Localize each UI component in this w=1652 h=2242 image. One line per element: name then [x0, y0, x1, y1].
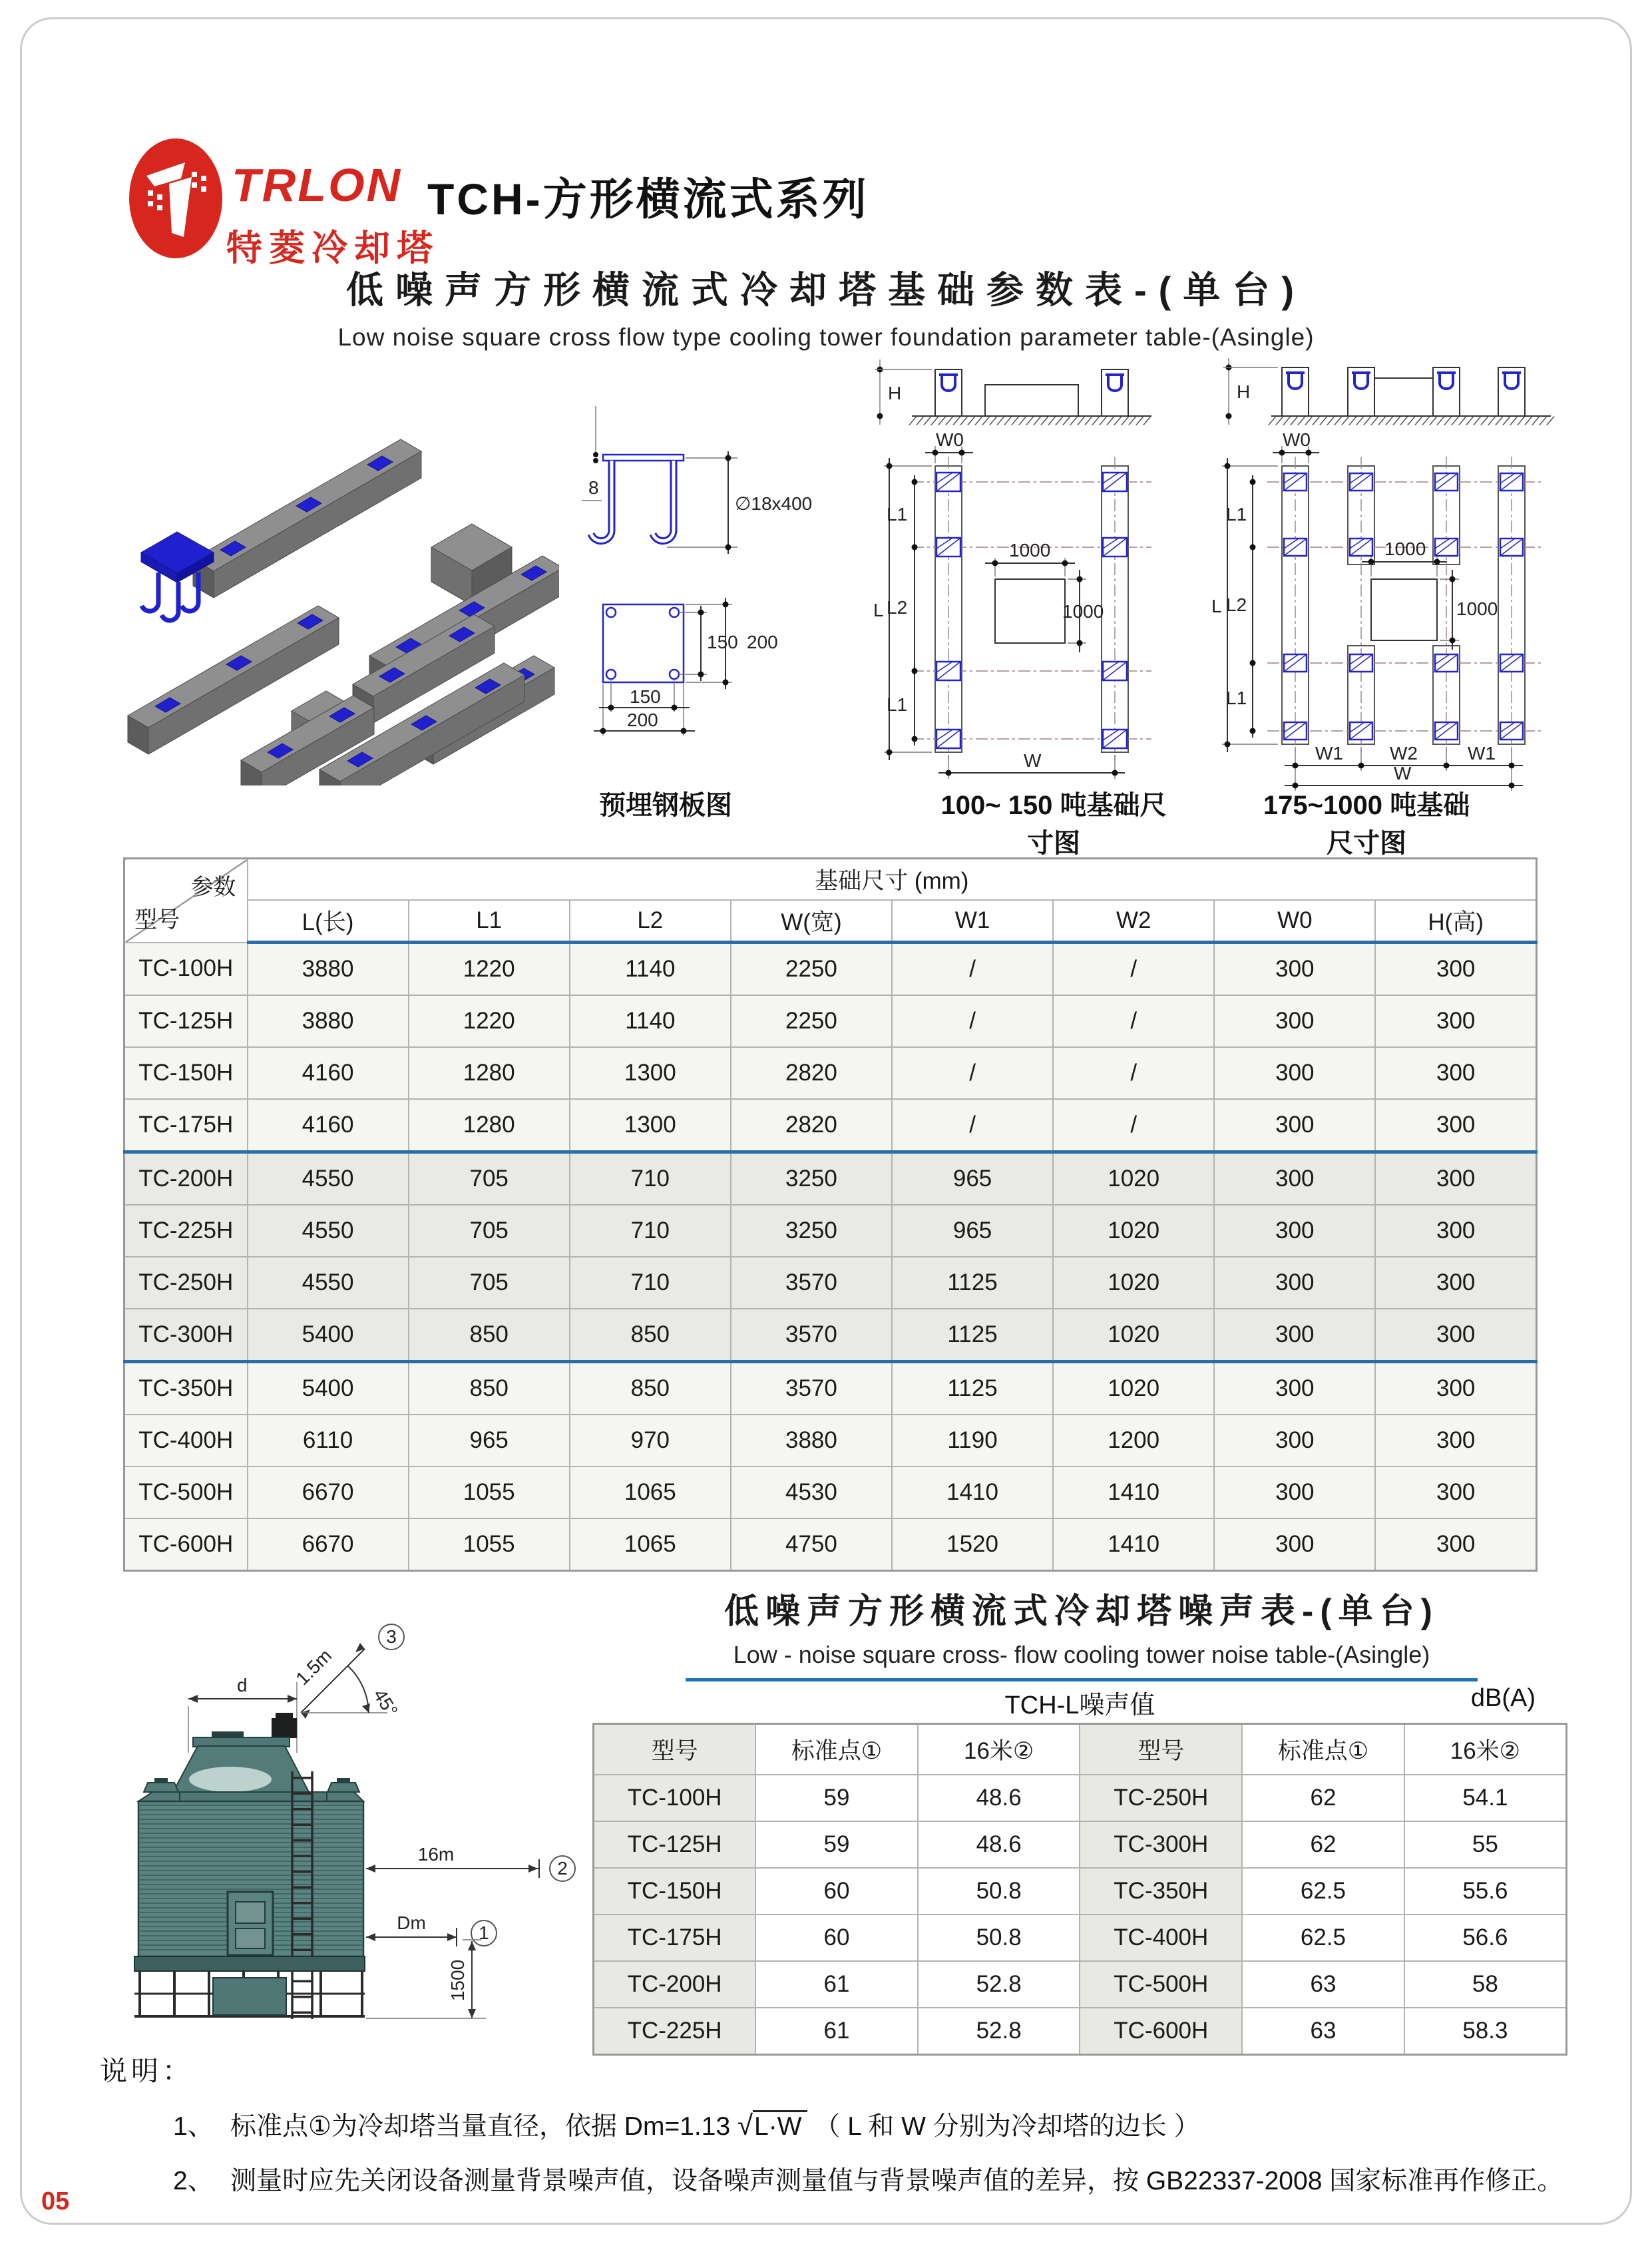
sqrt-radicand: L·W [753, 2110, 807, 2141]
value-cell: 63 [1242, 1961, 1404, 2008]
value-cell: 300 [1214, 995, 1375, 1047]
value-cell: 1065 [570, 1466, 731, 1518]
col-header: L(长) [248, 900, 409, 943]
cooling-tower-drawing [100, 1594, 586, 2054]
col-header: W2 [1053, 900, 1214, 943]
value-cell: 850 [409, 1309, 570, 1362]
pad-width-label: 1000 [1384, 539, 1426, 559]
value-cell: 1300 [570, 1099, 731, 1152]
noise-value-label: TCH-L噪声值 [1004, 1691, 1155, 1719]
value-cell: 60 [755, 1868, 918, 1914]
model-cell: TC-175H [124, 1099, 248, 1152]
col-header: L1 [409, 900, 570, 943]
foundation-row [124, 943, 1537, 996]
value-cell: 1055 [409, 1466, 570, 1518]
noise-section-title [592, 1583, 1571, 1682]
value-cell: 1125 [892, 1362, 1053, 1415]
value-cell: 710 [570, 1257, 731, 1309]
plate-size-h-label: 200 [627, 710, 658, 730]
value-cell: 300 [1375, 1466, 1536, 1518]
value-cell: 1190 [892, 1415, 1053, 1466]
pad-height-label: 1000 [1062, 601, 1104, 622]
value-cell: 300 [1375, 1362, 1536, 1415]
value-cell: 705 [409, 1152, 570, 1206]
noise-header-row [594, 1724, 1567, 1775]
series-title: TCH-方形横流式系列 [427, 174, 869, 224]
value-cell: 1410 [892, 1466, 1053, 1518]
foundation-row [124, 1047, 1537, 1099]
note-number: 1、 [173, 2112, 214, 2141]
value-cell: 300 [1214, 1099, 1375, 1152]
value-cell: 48.6 [918, 1775, 1080, 1821]
value-cell: 300 [1214, 943, 1375, 996]
model-cell: TC-500H [1080, 1961, 1242, 2008]
foundation-plan-small [845, 353, 1191, 795]
value-cell: 4160 [248, 1099, 409, 1152]
dim-h-label: H [888, 383, 902, 403]
value-cell: / [892, 1047, 1053, 1099]
value-cell: 60 [755, 1914, 918, 1961]
model-cell: TC-250H [1080, 1775, 1242, 1821]
value-cell: 965 [892, 1205, 1053, 1257]
point-3-balloon: 3 [386, 1626, 397, 1647]
model-cell: TC-200H [594, 1961, 756, 2008]
value-cell: 62 [1242, 1775, 1404, 1821]
sqrt-formula: √L·W [737, 2112, 807, 2141]
value-cell: 52.8 [918, 2008, 1080, 2055]
dim-w0-label: W0 [1283, 429, 1311, 450]
value-cell: 1065 [570, 1518, 731, 1571]
value-cell: / [1053, 995, 1214, 1047]
value-cell: 6670 [248, 1466, 409, 1518]
value-cell: 1200 [1053, 1415, 1214, 1466]
value-cell: 3880 [248, 995, 409, 1047]
col-header-std: 标准点① [1242, 1724, 1404, 1775]
foundation-section-title [0, 261, 1652, 351]
value-cell: 62 [1242, 1821, 1404, 1868]
dim-l1-top-label: L1 [1226, 504, 1247, 525]
value-cell: 965 [892, 1152, 1053, 1206]
value-cell: 300 [1214, 1257, 1375, 1309]
foundation-row [124, 1152, 1537, 1206]
value-cell: 56.6 [1404, 1914, 1567, 1961]
note-text: 测量时应先关闭设备测量背景噪声值，设备噪声测量值与背景噪声值的差异，按 GB22337-2008 国家标准再作修正。 [230, 2167, 1563, 2195]
value-cell: 48.6 [918, 1821, 1080, 1868]
noise-unit-label: dB(A) [1470, 1684, 1536, 1712]
value-cell: 300 [1214, 1047, 1375, 1099]
group-header: 基础尺寸 (mm) [248, 859, 1537, 901]
col-header: W(宽) [731, 900, 892, 943]
model-cell: TC-400H [1080, 1914, 1242, 1961]
foundation-row [124, 1309, 1537, 1362]
value-cell: 300 [1214, 1152, 1375, 1206]
value-cell: 1520 [892, 1518, 1053, 1571]
dim-l1-top-label: L1 [887, 504, 908, 525]
value-cell: 50.8 [918, 1914, 1080, 1961]
value-cell: 300 [1375, 943, 1536, 996]
foundation-row [124, 1362, 1537, 1415]
dim-l1-bottom-label: L1 [887, 694, 908, 715]
model-cell: TC-600H [1080, 2008, 1242, 2055]
value-cell: 59 [755, 1821, 918, 1868]
model-cell: TC-400H [124, 1415, 248, 1466]
dim-w2-label: W2 [1390, 743, 1418, 764]
value-cell: 61 [755, 1961, 918, 2008]
value-cell: 4750 [731, 1518, 892, 1571]
value-cell: 850 [570, 1362, 731, 1415]
value-cell: 300 [1375, 1518, 1536, 1571]
group-header-row [124, 859, 1537, 901]
value-cell: 710 [570, 1152, 731, 1206]
value-cell: 1125 [892, 1257, 1053, 1309]
col-header-16m: 16米② [918, 1724, 1080, 1775]
model-cell: TC-100H [124, 943, 248, 996]
model-cell: TC-300H [124, 1309, 248, 1362]
dim-w1-left-label: W1 [1315, 743, 1343, 764]
noise-row [594, 1868, 1567, 1914]
corner-parameter-label: 参数 [190, 875, 236, 900]
dim-l1-bottom-label: L1 [1226, 688, 1247, 708]
dim-w1-right-label: W1 [1468, 743, 1496, 764]
value-cell: 1300 [570, 1047, 731, 1099]
model-cell: TC-225H [124, 1205, 248, 1257]
value-cell: 2820 [731, 1099, 892, 1152]
col-header-model: 型号 [1080, 1724, 1242, 1775]
value-cell: 6110 [248, 1415, 409, 1466]
brand-name-chinese: 特菱冷却塔 [226, 228, 439, 268]
model-cell: TC-150H [124, 1047, 248, 1099]
noise-title-cn: 低噪声方形横流式冷却塔噪声表-(单台) [724, 1592, 1439, 1631]
value-cell: / [892, 1099, 1053, 1152]
value-cell: 3880 [731, 1415, 892, 1466]
brand-name: TRLON [232, 159, 403, 211]
caption-embedded-plate: 预埋钢板图 [599, 791, 732, 820]
hole-spacing-v-label: 150 [707, 632, 738, 652]
value-cell: 4550 [248, 1152, 409, 1206]
value-cell: 58.3 [1404, 2008, 1567, 2055]
value-cell: 300 [1214, 1205, 1375, 1257]
value-cell: 3570 [731, 1309, 892, 1362]
value-cell: 3250 [731, 1152, 892, 1206]
value-cell: 4550 [248, 1205, 409, 1257]
note-text: （ L 和 W 分别为冷却塔的边长 ） [814, 2112, 1200, 2141]
pad-height-label: 1000 [1456, 598, 1498, 619]
value-cell: 4160 [248, 1047, 409, 1099]
value-cell: 300 [1214, 1309, 1375, 1362]
model-cell: TC-125H [594, 1821, 756, 1868]
value-cell: 55.6 [1404, 1868, 1567, 1914]
value-cell: 62.5 [1242, 1914, 1404, 1961]
value-cell: 54.1 [1404, 1775, 1567, 1821]
anchor-spec-label: ∅18x400 [735, 493, 813, 514]
foundation-table-body [124, 943, 1537, 1571]
corner-cell [124, 859, 248, 943]
value-cell: 4550 [248, 1257, 409, 1309]
foundation-table [123, 857, 1538, 1572]
notes-block [100, 2049, 1564, 2197]
point-1-balloon: 1 [479, 1922, 489, 1943]
value-cell: 1020 [1053, 1309, 1214, 1362]
value-cell: 1410 [1053, 1518, 1214, 1571]
dim-h-label: H [1237, 381, 1251, 402]
value-cell: / [892, 943, 1053, 996]
note-item-2 [173, 2160, 1564, 2197]
foundation-row [124, 1518, 1537, 1571]
point-2-balloon: 2 [557, 1858, 568, 1879]
note-item-1 [173, 2106, 1564, 2143]
value-cell: 1280 [409, 1047, 570, 1099]
value-cell: 300 [1375, 1309, 1536, 1362]
foundation-drawings [100, 353, 1571, 858]
value-cell: 1020 [1053, 1205, 1214, 1257]
corner-model-label: 型号 [134, 907, 180, 933]
trlon-logo [128, 137, 228, 260]
col-header-model: 型号 [594, 1724, 756, 1775]
plate-thickness-label: 8 [588, 477, 599, 498]
value-cell: 965 [409, 1415, 570, 1466]
model-cell: TC-200H [124, 1152, 248, 1206]
dim-offset-label: 1.5m [292, 1645, 336, 1689]
col-header: W0 [1214, 900, 1375, 943]
blue-rule [686, 1678, 1478, 1682]
value-cell: 63 [1242, 2008, 1404, 2055]
value-cell: 52.8 [918, 1961, 1080, 2008]
dim-l-label: L [1211, 596, 1222, 616]
noise-row [594, 1961, 1567, 2008]
col-header: H(高) [1375, 900, 1536, 943]
value-cell: 1140 [570, 943, 731, 996]
plate-size-v-label: 200 [747, 632, 778, 652]
page-number: 05 [41, 2187, 70, 2215]
model-cell: TC-300H [1080, 1821, 1242, 1868]
value-cell: 6670 [248, 1518, 409, 1571]
dim-l2-label: L2 [1226, 594, 1247, 615]
col-header: W1 [892, 900, 1053, 943]
dim-dm-label: Dm [397, 1912, 426, 1933]
foundation-row [124, 995, 1537, 1047]
dim-angle-label: 45° [369, 1685, 402, 1721]
value-cell: 300 [1214, 1518, 1375, 1571]
value-cell: 300 [1375, 1152, 1536, 1206]
noise-row [594, 1821, 1567, 1868]
value-cell: / [1053, 1047, 1214, 1099]
value-cell: 2820 [731, 1047, 892, 1099]
value-cell: 62.5 [1242, 1868, 1404, 1914]
notes-heading: 说明： [100, 2056, 194, 2086]
value-cell: 5400 [248, 1362, 409, 1415]
col-header: L2 [570, 900, 731, 943]
note-text: 标准点①为冷却塔当量直径，依据 Dm=1.13 [230, 2112, 731, 2141]
column-header-row [124, 900, 1537, 943]
value-cell: 59 [755, 1775, 918, 1821]
note-number: 2、 [173, 2167, 214, 2195]
value-cell: 1020 [1053, 1257, 1214, 1309]
value-cell: 300 [1375, 1415, 1536, 1466]
foundation-row [124, 1099, 1537, 1152]
model-cell: TC-100H [594, 1775, 756, 1821]
value-cell: 705 [409, 1205, 570, 1257]
isometric-foundation-drawing [100, 353, 559, 785]
value-cell: 58 [1404, 1961, 1567, 2008]
col-header-std: 标准点① [755, 1724, 918, 1775]
dim-l2-label: L2 [887, 597, 908, 618]
value-cell: 4530 [731, 1466, 892, 1518]
foundation-title-en: Low noise square cross flow type cooling tower foundation parameter table-(Asingle) [337, 324, 1315, 351]
value-cell: 3570 [731, 1362, 892, 1415]
value-cell: 300 [1214, 1362, 1375, 1415]
caption-plan-large: 175~1000 吨基础尺寸图 [1263, 791, 1470, 858]
dim-w-label: W [1024, 750, 1042, 771]
dim-d-label: d [237, 1675, 248, 1695]
dim-16m-label: 16m [417, 1844, 455, 1865]
value-cell: / [1053, 943, 1214, 996]
noise-row [594, 1914, 1567, 1961]
model-cell: TC-225H [594, 2008, 756, 2055]
model-cell: TC-175H [594, 1914, 756, 1961]
value-cell: 300 [1375, 1257, 1536, 1309]
foundation-row [124, 1415, 1537, 1466]
dim-w0-label: W0 [936, 429, 964, 450]
value-cell: 3250 [731, 1205, 892, 1257]
value-cell: 55 [1404, 1821, 1567, 1868]
value-cell: 300 [1214, 1415, 1375, 1466]
model-cell: TC-350H [1080, 1868, 1242, 1914]
hole-spacing-h-label: 150 [630, 686, 661, 707]
foundation-title-cn: 低噪声方形横流式冷却塔基础参数表-(单台) [346, 269, 1306, 311]
value-cell: 300 [1214, 1466, 1375, 1518]
noise-row [594, 1775, 1567, 1821]
value-cell: 1220 [409, 943, 570, 996]
pad-width-label: 1000 [1009, 540, 1051, 560]
foundation-row [124, 1205, 1537, 1257]
value-cell: 1410 [1053, 1466, 1214, 1518]
foundation-row [124, 1257, 1537, 1309]
dim-l-label: L [873, 600, 884, 620]
value-cell: 1220 [409, 995, 570, 1047]
value-cell: 1140 [570, 995, 731, 1047]
dim-w-label: W [1394, 763, 1412, 784]
value-cell: 850 [409, 1362, 570, 1415]
value-cell: 1020 [1053, 1152, 1214, 1206]
value-cell: 300 [1375, 995, 1536, 1047]
value-cell: / [1053, 1099, 1214, 1152]
model-cell: TC-350H [124, 1362, 248, 1415]
value-cell: 970 [570, 1415, 731, 1466]
col-header-16m: 16米② [1404, 1724, 1567, 1775]
value-cell: 710 [570, 1205, 731, 1257]
caption-plan-small: 100~ 150 吨基础尺寸图 [940, 791, 1167, 858]
foundation-row [124, 1466, 1537, 1518]
value-cell: 1020 [1053, 1362, 1214, 1415]
value-cell: 2250 [731, 995, 892, 1047]
model-cell: TC-150H [594, 1868, 756, 1914]
value-cell: 1125 [892, 1309, 1053, 1362]
dim-1500-label: 1500 [447, 1959, 468, 2002]
model-cell: TC-250H [124, 1257, 248, 1309]
value-cell: 850 [570, 1309, 731, 1362]
value-cell: / [892, 995, 1053, 1047]
value-cell: 50.8 [918, 1868, 1080, 1914]
embedded-plate-detail-drawing [559, 379, 859, 766]
value-cell: 300 [1375, 1047, 1536, 1099]
foundation-plan-large [1198, 353, 1571, 795]
value-cell: 705 [409, 1257, 570, 1309]
value-cell: 1055 [409, 1518, 570, 1571]
model-cell: TC-125H [124, 995, 248, 1047]
value-cell: 1280 [409, 1099, 570, 1152]
noise-row [594, 2008, 1567, 2055]
value-cell: 2250 [731, 943, 892, 996]
value-cell: 61 [755, 2008, 918, 2055]
model-cell: TC-500H [124, 1466, 248, 1518]
value-cell: 300 [1375, 1205, 1536, 1257]
value-cell: 3570 [731, 1257, 892, 1309]
value-cell: 3880 [248, 943, 409, 996]
noise-table-body [594, 1775, 1567, 2055]
noise-title-en: Low - noise square cross- flow cooling tower noise table-(Asingle) [733, 1641, 1430, 1668]
model-cell: TC-600H [124, 1518, 248, 1571]
value-cell: 5400 [248, 1309, 409, 1362]
value-cell: 300 [1375, 1099, 1536, 1152]
noise-table-block [592, 1684, 1567, 2056]
